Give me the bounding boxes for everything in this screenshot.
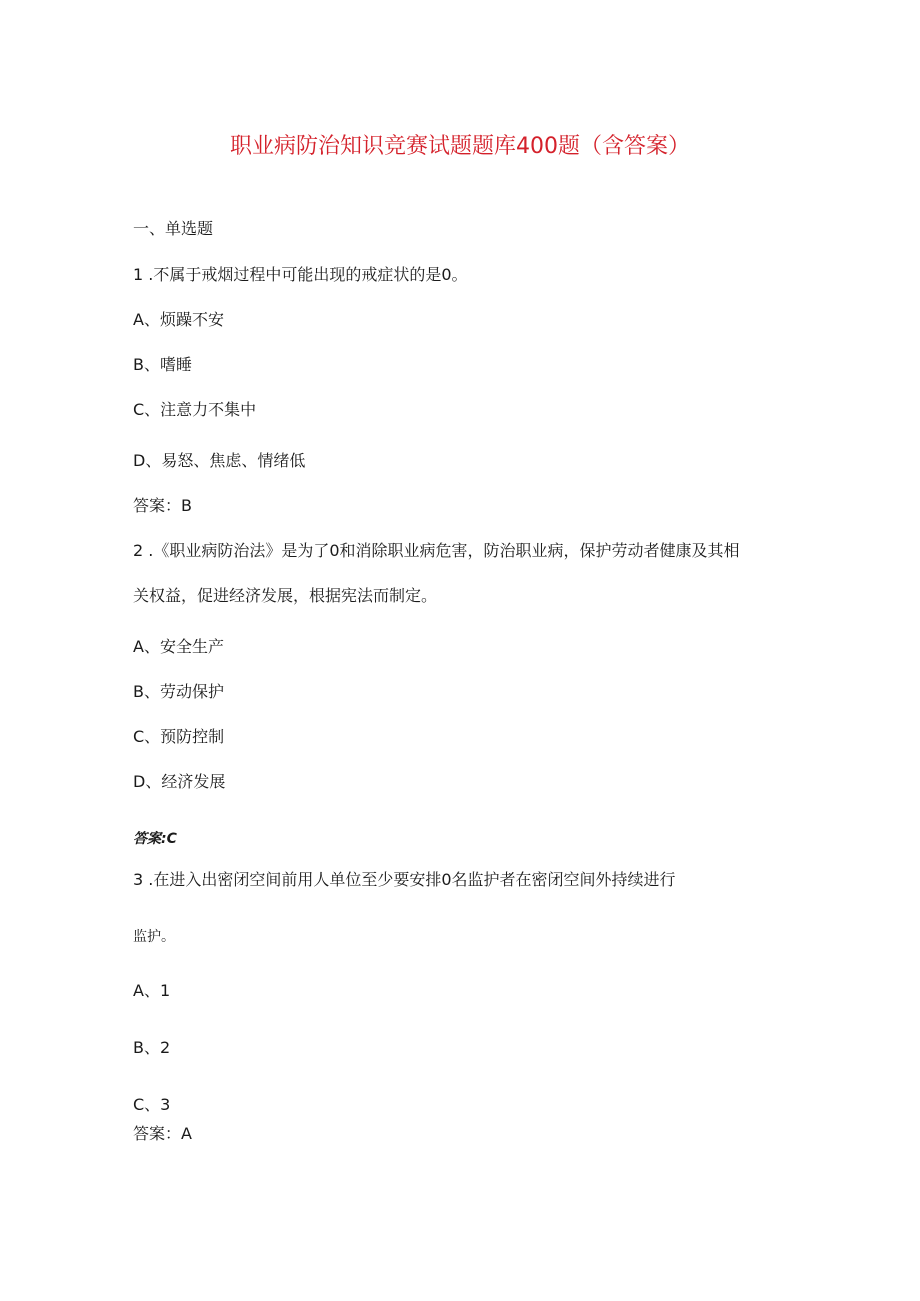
question-2-option-c: C、预防控制 <box>133 727 225 746</box>
question-1-option-a: A、烦躁不安 <box>133 310 224 329</box>
document-title: 职业病防治知识竞赛试题题库400题（含答案） <box>230 134 690 159</box>
question-1-answer: 答案：B <box>133 496 192 515</box>
question-2-option-d: D、经济发展 <box>133 772 226 791</box>
question-1-option-c: C、注意力不集中 <box>133 400 257 419</box>
question-1-stem: 1 .不属于戒烟过程中可能出现的戒症状的是0。 <box>133 265 468 284</box>
question-3-option-a: A、1 <box>133 981 171 1000</box>
section-heading: 一、单选题 <box>133 219 214 238</box>
question-2-answer: 答案:C <box>133 831 177 847</box>
question-2-stem-line1: 2 .《职业病防治法》是为了0和消除职业病危害，防治职业病，保护劳动者健康及其相 <box>133 541 740 560</box>
question-1-option-b: B、嗜睡 <box>133 355 192 374</box>
question-2-option-a: A、安全生产 <box>133 637 224 656</box>
question-3-answer: 答案：A <box>133 1124 192 1143</box>
question-2-stem-line2: 关权益，促进经济发展，根据宪法而制定。 <box>133 586 438 605</box>
question-2-option-b: B、劳动保护 <box>133 682 224 701</box>
question-3-stem-line1: 3 .在进入出密闭空间前用人单位至少要安排0名监护者在密闭空间外持续进行 <box>133 870 676 889</box>
question-3-stem-line2: 监护。 <box>133 929 175 945</box>
question-1-option-d: D、易怒、焦虑、情绪低 <box>133 451 306 470</box>
question-3-option-b: B、2 <box>133 1038 171 1057</box>
question-3-option-c: C、3 <box>133 1095 171 1114</box>
